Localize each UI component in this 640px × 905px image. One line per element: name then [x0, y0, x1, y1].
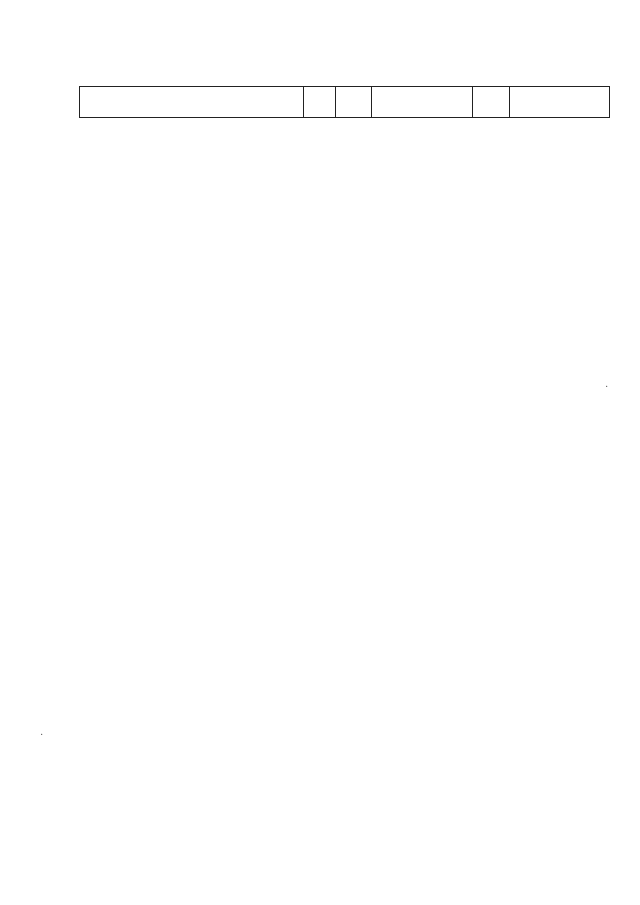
header-pr [335, 86, 371, 118]
scan-mark: · [605, 382, 609, 393]
header-vr [472, 86, 509, 118]
header-csr [371, 86, 472, 118]
header-sum [509, 86, 609, 118]
header-name [79, 86, 303, 118]
table-header [79, 86, 610, 118]
header-rz [303, 86, 335, 118]
scan-mark: · [40, 730, 44, 741]
